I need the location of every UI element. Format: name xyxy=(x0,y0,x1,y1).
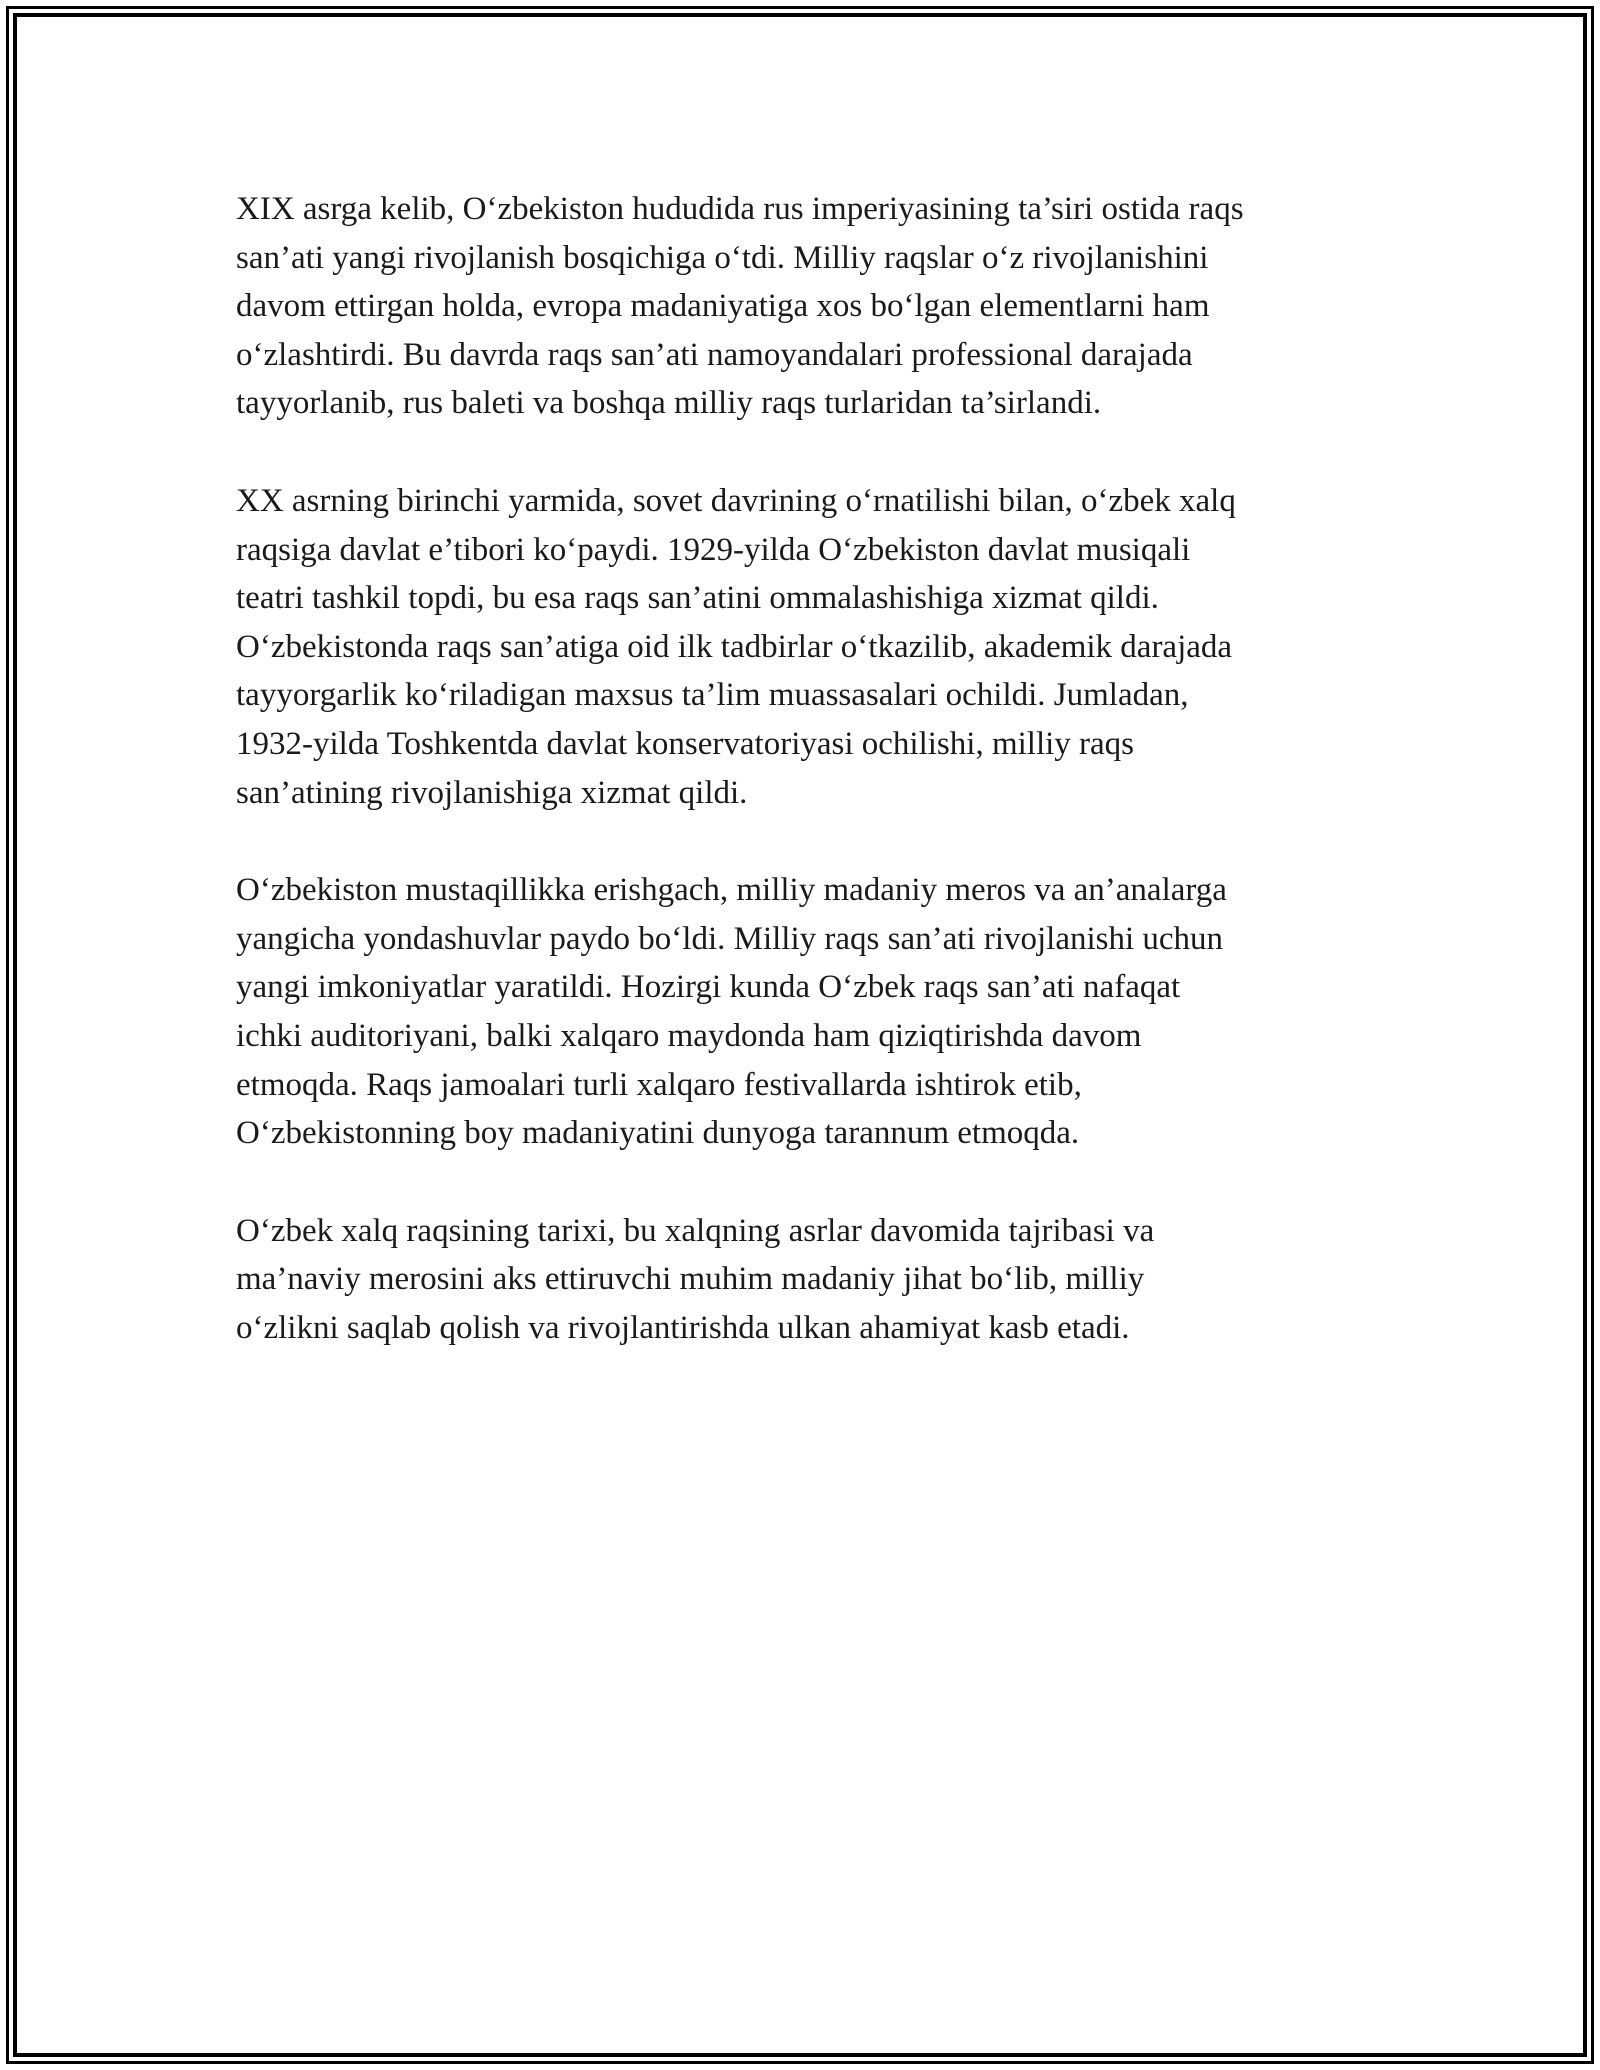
text-line: O‘zbekiston mustaqillikka erishgach, milliy madaniy meros va an’analarga xyxy=(236,872,1227,909)
text-line: yangi imkoniyatlar yaratildi. Hozirgi kunda O‘zbek raqs san’ati nafaqat xyxy=(236,969,1181,1006)
text-line: o‘zlashtirdi. Bu davrda raqs san’ati namoyandalari professional darajada xyxy=(236,336,1193,373)
text-line: etmoqda. Raqs jamoalari turli xalqaro festivallarda ishtirok etib, xyxy=(236,1066,1082,1103)
paragraph-4 xyxy=(236,1207,1376,1353)
paragraph-3 xyxy=(236,866,1376,1158)
text-line: san’atining rivojlanishiga xizmat qildi. xyxy=(236,774,748,811)
paragraph-1 xyxy=(236,185,1376,428)
text-line: 1932-yilda Toshkentda davlat konservatoriyasi ochilishi, milliy raqs xyxy=(236,725,1135,762)
paragraph-2 xyxy=(236,477,1376,817)
text-line: O‘zbekistonning boy madaniyatini dunyoga tarannum etmoqda. xyxy=(236,1115,1080,1152)
text-line: raqsiga davlat e’tibori ko‘paydi. 1929-yilda O‘zbekiston davlat musiqali xyxy=(236,531,1191,568)
text-line: yangicha yondashuvlar paydo bo‘ldi. Milliy raqs san’ati rivojlanishi uchun xyxy=(236,920,1224,957)
text-line: O‘zbekistonda raqs san’atiga oid ilk tadbirlar o‘tkazilib, akademik darajada xyxy=(236,628,1233,665)
text-line: XIX asrga kelib, O‘zbekiston hududida rus imperiyasining ta’siri ostida raqs xyxy=(236,191,1244,227)
text-line: san’ati yangi rivojlanish bosqichiga o‘tdi. Milliy raqslar o‘z rivojlanishini xyxy=(236,239,1209,276)
text-line: ichki auditoriyani, balki xalqaro maydonda ham qiziqtirishda davom xyxy=(236,1017,1142,1054)
text-line: davom ettirgan holda, evropa madaniyatiga xos bo‘lgan elementlarni ham xyxy=(236,288,1210,325)
text-line: teatri tashkil topdi, bu esa raqs san’atini ommalashishiga xizmat qildi. xyxy=(236,580,1159,617)
text-line: o‘zlikni saqlab qolish va rivojlantirishda ulkan ahamiyat kasb etadi. xyxy=(236,1309,1130,1346)
text-line: tayyorgarlik ko‘riladigan maxsus ta’lim muassasalari ochildi. Jumladan, xyxy=(236,677,1189,714)
document-body xyxy=(236,185,1376,1401)
text-line: O‘zbek xalq raqsining tarixi, bu xalqning asrlar davomida tajribasi va xyxy=(236,1212,1155,1249)
text-line: ma’naviy merosini aks ettiruvchi muhim madaniy jihat bo‘lib, milliy xyxy=(236,1261,1145,1298)
text-line: tayyorlanib, rus baleti va boshqa milliy raqs turlaridan ta’sirlandi. xyxy=(236,385,1102,422)
text-line: XX asrning birinchi yarmida, sovet davrining o‘rnatilishi bilan, o‘zbek xalq xyxy=(236,482,1236,519)
